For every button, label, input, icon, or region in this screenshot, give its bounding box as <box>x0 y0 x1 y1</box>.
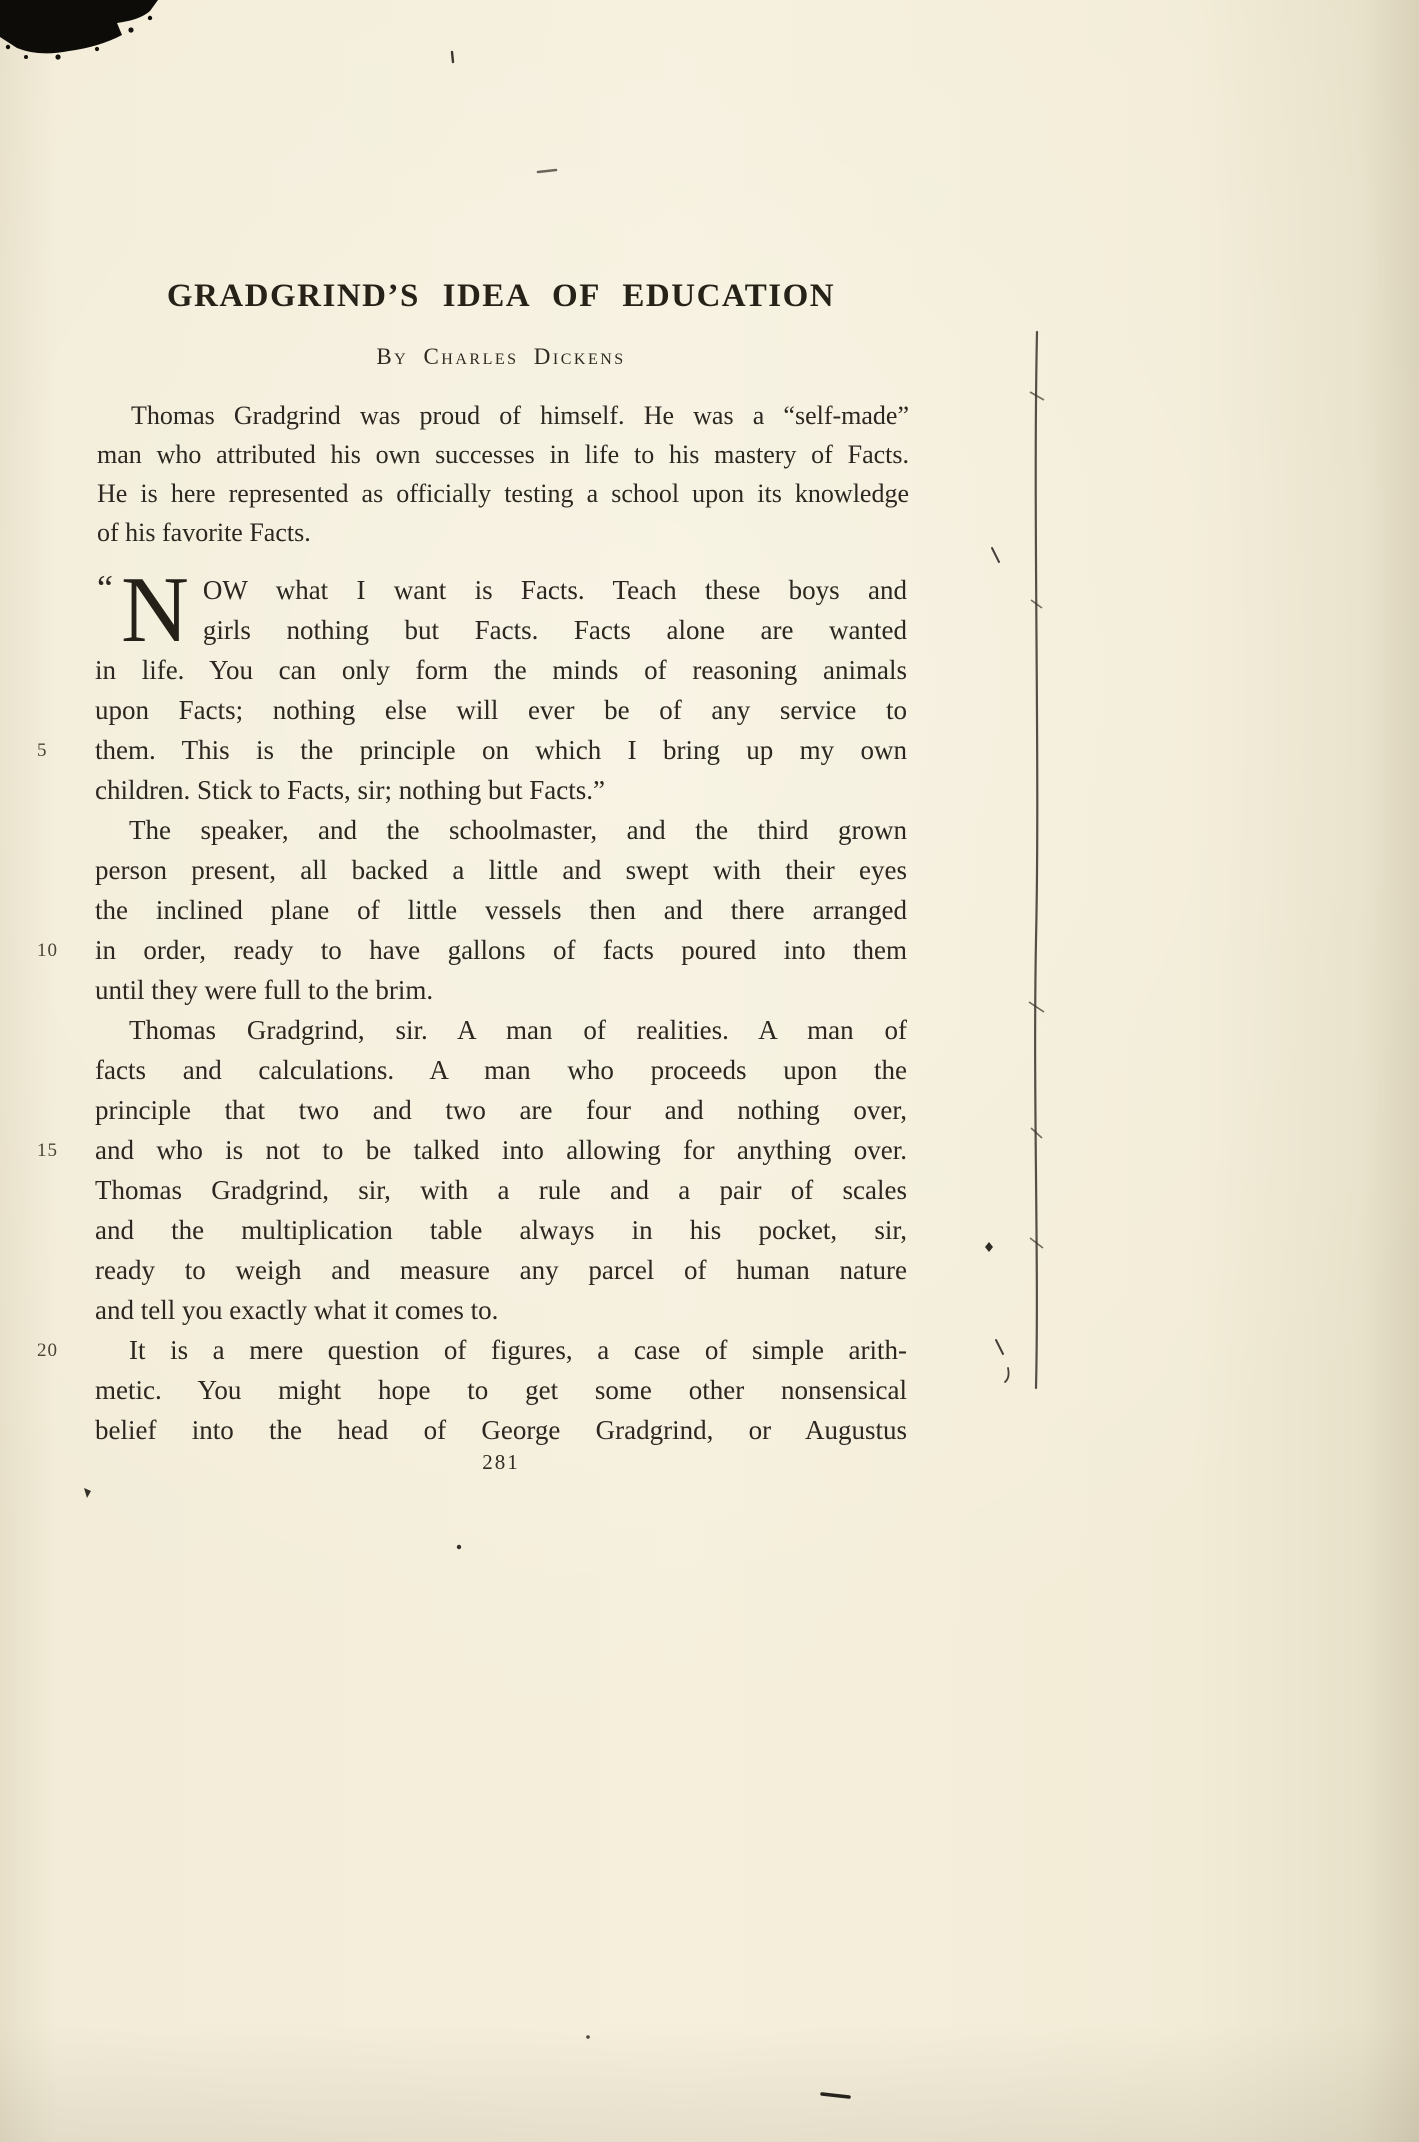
binding-crease-line <box>1029 332 1044 1388</box>
body-line: “ N OW what I want is Facts. Teach these boys and <box>97 558 907 662</box>
body-line: and tell you exactly what it comes to. <box>95 1295 499 1325</box>
page-title: GRADGRIND’S IDEA OF EDUCATION <box>166 278 836 314</box>
body-line: 5 them. This is the principle on which I bring up my own <box>95 730 907 770</box>
margin-line-number: 15 <box>37 1140 58 1161</box>
body-line: 15 and who is not to be talked into allowing for anything over. <box>95 1130 907 1170</box>
body-line: children. Stick to Facts, sir; nothing but Facts.” <box>95 775 605 805</box>
byline: By Charles Dickens <box>376 344 626 369</box>
opening-quote-mark: “ <box>97 568 113 608</box>
body-line: until they were full to the brim. <box>95 975 434 1005</box>
paragraph-2 <box>37 810 907 1010</box>
margin-line-number: 10 <box>37 940 58 961</box>
intro-paragraph <box>97 396 909 552</box>
intro-line: He is here represented as officially testing a school upon its knowledge <box>97 479 909 508</box>
margin-line-number: 20 <box>37 1340 58 1361</box>
body-line: ready to weigh and measure any parcel of human nature <box>95 1255 907 1285</box>
body-line: person present, all backed a little and swept with their eyes <box>95 855 907 885</box>
intro-line: man who attributed his own successes in life to his mastery of Facts. <box>97 440 909 469</box>
ink-blob-top-left <box>0 0 158 60</box>
body-line: belief into the head of George Gradgrind, or Augustus <box>95 1415 907 1445</box>
body-line: 20 It is a mere question of figures, a case of simple arith- <box>95 1330 907 1370</box>
body-line: principle that two and two are four and nothing over, <box>95 1095 907 1125</box>
drop-cap-letter: N <box>120 558 189 662</box>
body-line: Thomas Gradgrind, sir. A man of realities. A man of <box>129 1015 907 1045</box>
paragraph-3 <box>37 1010 907 1330</box>
body-line: upon Facts; nothing else will ever be of any service to <box>95 695 907 725</box>
body-line: and the multiplication table always in his pocket, sir, <box>95 1215 907 1245</box>
body-line: girls nothing but Facts. Facts alone are wanted <box>202 615 907 645</box>
paragraph-1 <box>37 558 907 810</box>
body-line: metic. You might hope to get some other nonsensical <box>95 1375 907 1405</box>
body-line: in life. You can only form the minds of reasoning animals <box>95 655 907 685</box>
page-number: 281 <box>482 1450 520 1474</box>
margin-line-number: 5 <box>37 740 48 761</box>
body-line: 10 in order, ready to have gallons of facts poured into them <box>95 930 907 970</box>
body-line: The speaker, and the schoolmaster, and the third grown <box>129 815 907 845</box>
intro-line: of his favorite Facts. <box>97 518 311 547</box>
intro-line: Thomas Gradgrind was proud of himself. He was a “self-made” <box>131 401 909 430</box>
body-line: Thomas Gradgrind, sir, with a rule and a pair of scales <box>95 1175 907 1205</box>
body-line: facts and calculations. A man who proceeds upon the <box>95 1055 907 1085</box>
body-text <box>37 558 907 1450</box>
paragraph-4 <box>37 1330 907 1450</box>
body-line: the inclined plane of little vessels then and there arranged <box>95 895 907 925</box>
